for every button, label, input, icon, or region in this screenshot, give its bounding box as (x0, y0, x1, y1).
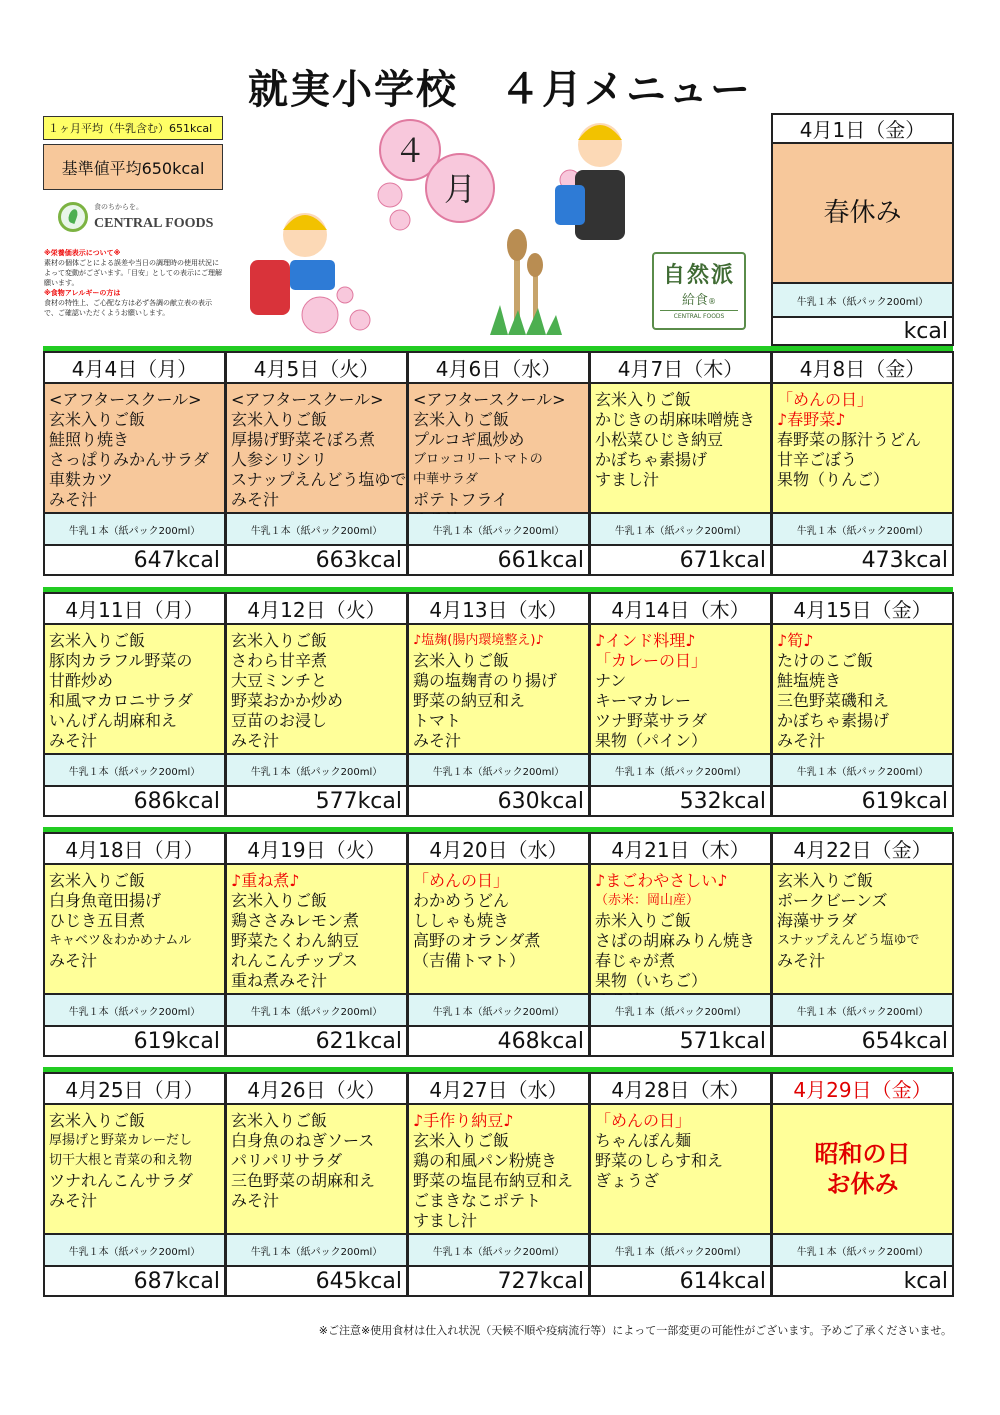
milk-label: 牛乳１本（紙パック200ml） (771, 995, 954, 1025)
menu-item: スナップえんどう塩ゆで (231, 470, 407, 489)
date-header: 4月28日（木） (589, 1072, 772, 1105)
menu-item: 玄米入りご飯 (49, 631, 146, 650)
menu-item: 玄米入りご飯 (49, 410, 146, 429)
menu-item: ナン (595, 671, 627, 690)
menu-item: いんげん胡麻和え (49, 711, 178, 730)
menu-cell (407, 865, 590, 995)
milk-label: 牛乳１本（紙パック200ml） (43, 755, 226, 785)
menu-item: ポテトフライ (413, 490, 509, 509)
menu-item: ♪インド料理♪ (595, 631, 696, 650)
kcal-value: 621kcal (225, 1025, 408, 1057)
date-header: 4月22日（金） (771, 832, 954, 865)
kcal-apr1: kcal (771, 316, 954, 346)
date-header-apr1: 4月1日（金） (771, 113, 954, 144)
kcal-value: 647kcal (43, 544, 226, 576)
menu-item: ♪手作り納豆♪ (413, 1111, 514, 1130)
month-number: ４ (393, 132, 427, 170)
menu-item: 「めんの日」 (595, 1111, 692, 1130)
menu-item: 車麩カツ (49, 470, 114, 489)
registered-mark: ® (708, 297, 716, 306)
menu-item: 大豆ミンチと (231, 671, 328, 690)
kcal-value: 619kcal (771, 785, 954, 817)
menu-item: 「めんの日」 (413, 871, 510, 890)
date-header: 4月15日（金） (771, 592, 954, 625)
menu-item: 春野菜の豚汁うどん (777, 430, 922, 449)
shizenha-subtitle: 給食 (681, 293, 708, 308)
menu-item: 玄米入りご飯 (595, 390, 692, 409)
milk-label: 牛乳１本（紙パック200ml） (407, 995, 590, 1025)
menu-item: みそ汁 (231, 731, 280, 750)
menu-item: かぼちゃ素揚げ (595, 450, 708, 469)
menu-cell (225, 1105, 408, 1235)
milk-label: 牛乳１本（紙パック200ml） (225, 755, 408, 785)
kcal-value: 473kcal (771, 544, 954, 576)
menu-item: みそ汁 (49, 951, 98, 970)
menu-item: ポークビーンズ (777, 891, 888, 910)
date-header: 4月29日（金） (771, 1072, 954, 1105)
menu-cell (407, 625, 590, 755)
menu-item: 野菜の塩昆布納豆和え (413, 1171, 574, 1190)
menu-cell (43, 384, 226, 514)
kcal-value: 571kcal (589, 1025, 772, 1057)
menu-item: みそ汁 (777, 951, 826, 970)
menu-item: 人参シリシリ (231, 450, 328, 469)
milk-label: 牛乳１本（紙パック200ml） (407, 514, 590, 544)
menu-item: さっぱりみかんサラダ (49, 450, 209, 469)
menu-item: 「めんの日」 (777, 390, 874, 409)
kcal-value: 654kcal (771, 1025, 954, 1057)
central-foods-tagline: 食のちからを。 (94, 203, 143, 211)
milk-label: 牛乳１本（紙パック200ml） (589, 1235, 772, 1265)
menu-item: 三色野菜の胡麻和え (231, 1171, 376, 1190)
milk-label: 牛乳１本（紙パック200ml） (407, 1235, 590, 1265)
menu-item: 和風マカロニサラダ (49, 691, 193, 710)
leaf-icon (58, 202, 88, 232)
monthly-average-label: １ヶ月平均（牛乳含む）651kcal (43, 116, 223, 140)
milk-label: 牛乳１本（紙パック200ml） (589, 995, 772, 1025)
date-header: 4月12日（火） (225, 592, 408, 625)
kcal-value: 630kcal (407, 785, 590, 817)
page-title: 就実小学校 ４月メニュー (248, 67, 752, 113)
date-header: 4月11日（月） (43, 592, 226, 625)
menu-item: 野菜おかか炒め (231, 691, 344, 710)
menu-item: 厚揚げと野菜カレーだし (49, 1133, 193, 1148)
central-foods-logo (58, 202, 213, 232)
menu-item: スナップえんどう塩ゆで (777, 933, 920, 948)
menu-item: 果物（りんご） (777, 470, 890, 489)
menu-item: ♪春野菜♪ (777, 410, 846, 429)
central-foods-name: CENTRAL FOODS (94, 216, 214, 231)
menu-item: （赤米：岡山産） (595, 893, 700, 908)
menu-item: みそ汁 (49, 1191, 98, 1210)
menu-item: みそ汁 (231, 1191, 280, 1210)
menu-item: 鮭塩焼き (777, 671, 842, 690)
menu-item: （吉備トマト） (413, 951, 526, 970)
menu-cell (43, 1105, 226, 1235)
milk-label: 牛乳１本（紙パック200ml） (589, 514, 772, 544)
kcal-value: 532kcal (589, 785, 772, 817)
menu-item: 「カレーの日」 (595, 651, 708, 670)
date-header: 4月20日（水） (407, 832, 590, 865)
kcal-value: 686kcal (43, 785, 226, 817)
kcal-value: 614kcal (589, 1265, 772, 1297)
footer-note: ※ご注意※使用食材は仕入れ状況（天候不順や疫病流行等）によって一部変更の可能性がございます。予めご了承くださいませ。 (318, 1324, 952, 1337)
menu-item: ♪まごわやさしい♪ (595, 871, 728, 890)
menu-item: 玄米入りご飯 (777, 871, 874, 890)
menu-cell (225, 865, 408, 995)
menu-item: プルコギ風炒め (413, 430, 525, 449)
menu-item: ごまきなこポテト (413, 1191, 542, 1210)
menu-item: ちゃんぽん麺 (595, 1131, 692, 1150)
milk-label: 牛乳１本（紙パック200ml） (225, 995, 408, 1025)
menu-item: 果物（いちご） (595, 971, 708, 990)
menu-item: かぼちゃ素揚げ (777, 711, 890, 730)
menu-item: 野菜の納豆和え (413, 691, 526, 710)
date-header: 4月21日（木） (589, 832, 772, 865)
menu-item: 甘辛ごぼう (777, 450, 858, 469)
date-header: 4月18日（月） (43, 832, 226, 865)
menu-cell (589, 865, 772, 995)
date-header: 4月7日（木） (589, 351, 772, 384)
menu-cell (407, 384, 590, 514)
date-header: 4月8日（金） (771, 351, 954, 384)
menu-item: <アフタースクール> (49, 390, 202, 409)
date-header: 4月26日（火） (225, 1072, 408, 1105)
kcal-value: 577kcal (225, 785, 408, 817)
shizenha-company: CENTRAL FOODS (660, 310, 738, 320)
cherry-blossom-icon (302, 120, 617, 333)
menu-item: 果物（パイン） (595, 731, 708, 750)
menu-item: 甘酢炒め (49, 671, 114, 690)
milk-label: 牛乳１本（紙パック200ml） (407, 755, 590, 785)
menu-item: 玄米入りご飯 (413, 651, 510, 670)
menu-item: 玄米入りご飯 (413, 410, 510, 429)
date-header: 4月27日（水） (407, 1072, 590, 1105)
kcal-value: 661kcal (407, 544, 590, 576)
menu-item: パリパリサラダ (231, 1151, 343, 1170)
menu-item: みそ汁 (49, 490, 98, 509)
milk-label: 牛乳１本（紙パック200ml） (225, 1235, 408, 1265)
milk-label: 牛乳１本（紙パック200ml） (43, 514, 226, 544)
notes-body-1: 素材の個体ごとによる誤差や当日の調理時の使用状況によって変動がございます。「目安」としての表示にご理解願います。 (44, 259, 222, 287)
menu-item: 玄米入りご飯 (231, 410, 328, 429)
menu-item: みそ汁 (49, 731, 98, 750)
menu-cell (589, 625, 772, 755)
menu-item: ぎょうざ (595, 1171, 660, 1190)
milk-label: 牛乳１本（紙パック200ml） (771, 514, 954, 544)
menu-item: 豚肉カラフル野菜の (49, 651, 193, 670)
holiday-label (815, 1139, 911, 1199)
menu-item: 白身魚のねぎソース (231, 1131, 375, 1150)
menu-apr1 (771, 144, 954, 284)
menu-item: ししゃも焼き (413, 911, 510, 930)
kcal-value: 727kcal (407, 1265, 590, 1297)
menu-item: すまし汁 (413, 1211, 478, 1230)
menu-item: 玄米入りご飯 (231, 631, 328, 650)
menu-cell (771, 625, 954, 755)
menu-item: 切干大根と青菜の和え物 (49, 1153, 193, 1168)
standard-average-label: 基準値平均650kcal (43, 144, 223, 190)
date-header: 4月4日（月） (43, 351, 226, 384)
milk-label: 牛乳１本（紙パック200ml） (771, 1235, 954, 1265)
menu-item: すまし汁 (595, 470, 660, 489)
menu-item: キャベツ＆わかめナムル (49, 933, 192, 948)
kcal-value: 671kcal (589, 544, 772, 576)
menu-item: 白身魚竜田揚げ (49, 891, 162, 910)
menu-item: 玄米入りご飯 (231, 1111, 328, 1130)
milk-label: 牛乳１本（紙パック200ml） (589, 755, 772, 785)
date-header: 4月14日（木） (589, 592, 772, 625)
kcal-value: 663kcal (225, 544, 408, 576)
menu-item: みそ汁 (777, 731, 826, 750)
menu-item: さばの胡麻みりん焼き (595, 931, 756, 950)
shizenha-title: 自然派 (662, 263, 735, 288)
kcal-value: 619kcal (43, 1025, 226, 1057)
menu-item: さわら甘辛煮 (231, 651, 328, 670)
menu-item: れんこんチップス (231, 951, 358, 970)
menu-item: 鶏の塩麹青のり揚げ (413, 671, 558, 690)
milk-label: 牛乳１本（紙パック200ml） (771, 755, 954, 785)
menu-item: 中華サラダ (413, 472, 478, 487)
menu-cell (43, 625, 226, 755)
menu-cell (589, 1105, 772, 1235)
menu-item: かじきの胡麻味噌焼き (595, 410, 756, 429)
milk-label: 牛乳１本（紙パック200ml） (225, 514, 408, 544)
spring-break-label: 春休み (823, 198, 902, 228)
menu-item: 海藻サラダ (777, 911, 857, 930)
menu-item: みそ汁 (413, 731, 462, 750)
kcal-value: 468kcal (407, 1025, 590, 1057)
menu-item: ♪筍♪ (777, 631, 814, 650)
menu-item: 三色野菜磯和え (777, 691, 890, 710)
menu-item: トマト (413, 711, 462, 730)
menu-item: 鶏の和風パン粉焼き (413, 1151, 558, 1170)
menu-item: 重ね煮みそ汁 (231, 971, 328, 990)
menu-item: 玄米入りご飯 (231, 891, 328, 910)
kcal-value: 645kcal (225, 1265, 408, 1297)
menu-cell (225, 384, 408, 514)
menu-item: 高野のオランダ煮 (413, 931, 541, 950)
date-header: 4月5日（火） (225, 351, 408, 384)
milk-label: 牛乳１本（紙パック200ml） (43, 1235, 226, 1265)
menu-cell (407, 1105, 590, 1235)
menu-item: ♪重ね煮♪ (231, 871, 300, 890)
nutrition-notes (44, 248, 224, 318)
menu-item: 厚揚げ野菜そぼろ煮 (231, 430, 376, 449)
kcal-value: 687kcal (43, 1265, 226, 1297)
menu-item: ♪塩麹(腸内環境整え)♪ (413, 633, 544, 648)
kcal-value: kcal (771, 1265, 954, 1297)
menu-item: 春じゃが煮 (595, 951, 676, 970)
menu-item: 豆苗のお浸し (231, 711, 328, 730)
menu-cell (225, 625, 408, 755)
menu-item: 玄米入りご飯 (49, 871, 146, 890)
menu-item: <アフタースクール> (413, 390, 566, 409)
menu-cell (771, 865, 954, 995)
date-header: 4月13日（水） (407, 592, 590, 625)
holiday-line: お休み (826, 1170, 899, 1198)
menu-item: 玄米入りご飯 (49, 1111, 146, 1130)
menu-item: たけのこご飯 (777, 651, 874, 670)
menu-item: 小松菜ひじき納豆 (595, 430, 724, 449)
notes-heading-1: ※栄養価表示について※ (44, 249, 121, 257)
holiday-line: 昭和の日 (814, 1140, 911, 1168)
menu-item: 野菜のしらす和え (595, 1151, 724, 1170)
menu-cell (771, 1105, 954, 1235)
date-header: 4月6日（水） (407, 351, 590, 384)
date-header: 4月19日（火） (225, 832, 408, 865)
menu-item: わかめうどん (413, 891, 510, 910)
menu-item: 鮭照り焼き (49, 430, 130, 449)
notes-heading-2: ※食物アレルギーの方は (44, 289, 121, 297)
date-header: 4月25日（月） (43, 1072, 226, 1105)
month-kanji: 月 (443, 170, 477, 208)
menu-item: 鶏ささみレモン煮 (231, 911, 360, 930)
shizenha-logo (652, 252, 746, 330)
milk-label: 牛乳１本（紙パック200ml） (43, 995, 226, 1025)
menu-item: みそ汁 (231, 490, 280, 509)
menu-item: ブロッコリートマトの (413, 452, 543, 467)
menu-item: ツナ野菜サラダ (595, 711, 707, 730)
menu-item: <アフタースクール> (231, 390, 384, 409)
menu-item: ひじき五目煮 (49, 911, 146, 930)
notes-body-2: 食材の特性上、ご心配な方は必ず各調の献立表の表示で、ご確認いただくようお願いします。 (44, 299, 212, 317)
menu-item: キーマカレー (595, 691, 692, 710)
menu-cell (43, 865, 226, 995)
horsetail-icon (490, 229, 562, 335)
milk-label-apr1: 牛乳１本（紙パック200ml） (771, 284, 954, 316)
menu-cell (771, 384, 954, 514)
menu-item: ツナれんこんサラダ (49, 1171, 193, 1190)
menu-item: 玄米入りご飯 (413, 1131, 510, 1150)
menu-item: 赤米入りご飯 (595, 911, 692, 930)
menu-cell (589, 384, 772, 514)
menu-item: 野菜たくわん納豆 (231, 931, 360, 950)
